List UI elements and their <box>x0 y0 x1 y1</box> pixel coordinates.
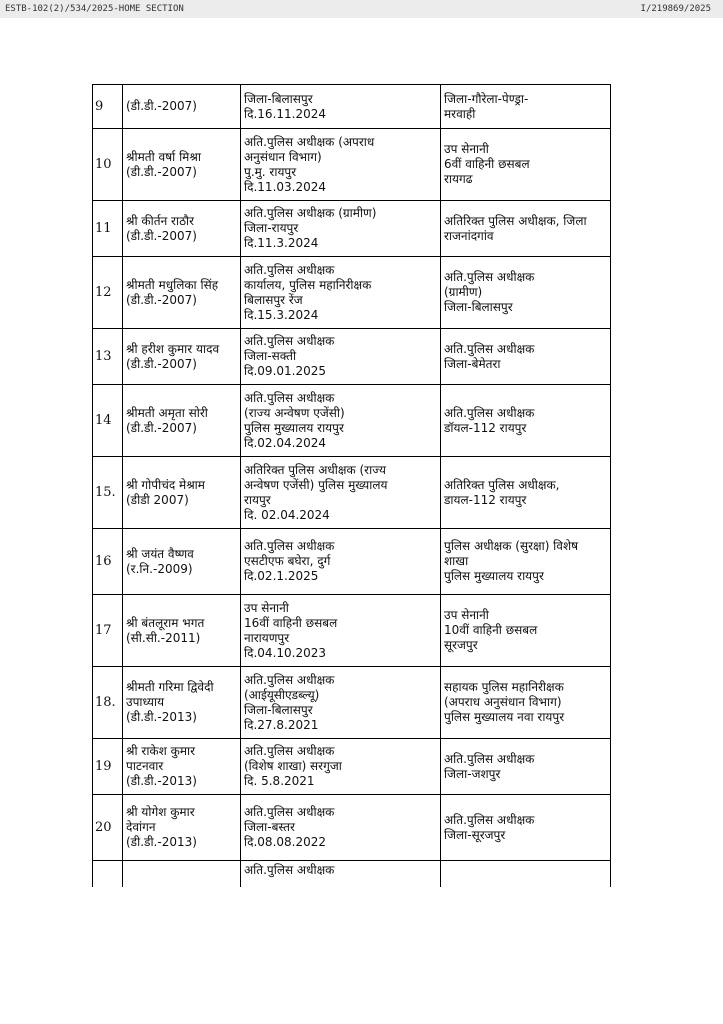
table-row <box>93 795 611 861</box>
serial-number-cell: 15. <box>93 457 123 529</box>
table-row <box>93 739 611 795</box>
officer-name-cell <box>123 795 241 861</box>
cell-line: दि.27.8.2021 <box>244 717 319 732</box>
serial-number-cell: 19 <box>93 739 123 795</box>
cell-line: (सी.सी.-2011) <box>126 630 201 645</box>
cell-line: जिला-बिलासपुर <box>244 702 313 717</box>
cell-line: दि.16.11.2024 <box>244 106 327 121</box>
cell-line: श्रीमती मधुलिका सिंह <box>126 277 219 292</box>
cell-line: श्री गोपीचंद मेश्राम <box>126 477 205 492</box>
officer-name-cell <box>123 257 241 329</box>
cell-line: (डी.डी.-2007) <box>126 420 197 435</box>
cell-line: राजनांदगांव <box>444 228 494 243</box>
cell-line: पुलिस मुख्यालय रायपुर <box>444 569 544 583</box>
cell-line: (र.नि.-2009) <box>126 561 193 576</box>
cell-line: मरवाही <box>444 106 476 121</box>
officer-name-cell <box>123 529 241 595</box>
cell-line: (डीडी 2007) <box>126 492 189 507</box>
cell-line: अति.पुलिस अधीक्षक (अपराध <box>244 134 375 149</box>
cell-line: (डी.डी.-2007) <box>126 228 197 243</box>
cell-line: श्री बंतलूराम भगत <box>126 615 205 630</box>
new-posting-cell <box>441 201 611 257</box>
cell-line: पु.मु. रायपुर <box>244 164 297 179</box>
cell-line: श्री हरीश कुमार यादव <box>126 341 220 356</box>
table-row <box>93 201 611 257</box>
new-posting-cell <box>441 667 611 739</box>
current-posting-cell <box>241 529 441 595</box>
serial-number-cell: 10 <box>93 129 123 201</box>
table-row <box>93 861 611 887</box>
table-row <box>93 129 611 201</box>
table-row <box>93 329 611 385</box>
cell-line: दि.02.04.2024 <box>244 435 327 450</box>
cell-line: दि. 02.04.2024 <box>244 507 330 522</box>
serial-number-cell: 17 <box>93 595 123 667</box>
serial-number-cell: 13 <box>93 329 123 385</box>
current-posting-cell <box>241 595 441 667</box>
cell-line: पुलिस मुख्यालय रायपुर <box>244 420 344 435</box>
cell-line: श्रीमती गरिमा द्विवेदी <box>126 680 214 694</box>
cell-line: (डी.डी.-2007) <box>126 99 197 113</box>
cell-line: (डी.डी.-2013) <box>126 774 197 788</box>
cell-line: रायगढ <box>444 172 473 186</box>
cell-line: अति.पुलिस अधीक्षक <box>244 744 335 758</box>
cell-line: अति.पुलिस अधीक्षक <box>244 334 335 348</box>
cell-line: दि.11.03.2024 <box>244 179 327 194</box>
current-posting-cell <box>241 85 441 129</box>
cell-line: अति.पुलिस अधीक्षक <box>244 262 335 277</box>
cell-line: रायपुर <box>244 492 271 507</box>
cell-line: अनुसंधान विभाग) <box>244 149 322 164</box>
cell-line: दि.09.01.2025 <box>244 364 327 378</box>
current-posting-cell <box>241 739 441 795</box>
cell-line: अति.पुलिस अधीक्षक <box>444 405 535 420</box>
serial-number-cell: 12 <box>93 257 123 329</box>
cell-line: नारायणपुर <box>244 630 290 645</box>
serial-number-cell: 18. <box>93 667 123 739</box>
new-posting-cell <box>441 529 611 595</box>
cell-line: उप सेनानी <box>444 608 489 622</box>
table-row <box>93 529 611 595</box>
cell-line: दि.04.10.2023 <box>244 645 327 660</box>
cell-line: दि. 5.8.2021 <box>244 774 315 788</box>
cell-line: श्री योगेश कुमार <box>126 805 195 819</box>
cell-line: सहायक पुलिस महानिरीक्षक <box>444 680 564 694</box>
current-posting-cell <box>241 457 441 529</box>
cell-line: कार्यालय, पुलिस महानिरीक्षक <box>244 277 372 292</box>
cell-line: जिला-बिलासपुर <box>444 300 513 314</box>
cell-line: अतिरिक्त पुलिस अधीक्षक (राज्य <box>244 462 387 477</box>
cell-line: अति.पुलिस अधीक्षक <box>244 539 335 553</box>
officer-name-cell <box>123 129 241 201</box>
officer-name-cell <box>123 385 241 457</box>
cell-line: अति.पुलिस अधीक्षक <box>444 270 535 284</box>
current-posting-cell <box>241 329 441 385</box>
cell-line: श्री जयंत वैष्णव <box>126 546 194 561</box>
cell-line: जिला-बेमेतरा <box>444 356 501 371</box>
officer-name-cell <box>123 85 241 129</box>
cell-line: पाटनवार <box>126 759 164 773</box>
cell-line: शाखा <box>444 554 469 568</box>
new-posting-cell <box>441 257 611 329</box>
serial-number-cell: 9 <box>93 85 123 129</box>
document-header-bar <box>0 0 723 18</box>
cell-line: जिला-रायपुर <box>244 221 299 235</box>
cell-line: 10वीं वाहिनी छसबल <box>444 623 538 637</box>
cell-line: दि.15.3.2024 <box>244 307 319 322</box>
cell-line: अति.पुलिस अधीक्षक <box>244 672 335 687</box>
officer-name-cell <box>123 201 241 257</box>
cell-line: बिलासपुर रेंज <box>244 292 303 307</box>
cell-line: (अपराध अनुसंधान विभाग) <box>444 695 562 709</box>
cell-line: जिला-जशपुर <box>444 766 501 781</box>
table-row <box>93 595 611 667</box>
cell-line: (डी.डी.-2007) <box>126 292 197 307</box>
cell-line: श्रीमती अमृता सोरी <box>126 405 208 420</box>
cell-line: श्रीमती वर्षा मिश्रा <box>126 149 201 164</box>
cell-line: 16वीं वाहिनी छसबल <box>244 615 338 630</box>
cell-line: जिला-गौरेला-पेण्ड्रा- <box>444 91 529 106</box>
cell-line: डायल-112 रायपुर <box>444 492 527 507</box>
new-posting-cell <box>441 385 611 457</box>
cell-line: अति.पुलिस अधीक्षक <box>244 390 335 405</box>
officer-name-cell <box>123 739 241 795</box>
cell-line: दि.11.3.2024 <box>244 236 319 250</box>
serial-number-cell: 11 <box>93 201 123 257</box>
cell-line: (ग्रामीण) <box>444 285 483 299</box>
cell-line: दि.02.1.2025 <box>244 569 319 583</box>
new-posting-cell <box>441 329 611 385</box>
serial-number-cell: 14 <box>93 385 123 457</box>
cell-line: अति.पुलिस अधीक्षक <box>444 751 535 766</box>
cell-line: जिला-बस्तर <box>244 820 295 834</box>
cell-line: जिला-सूरजपुर <box>444 827 506 842</box>
cell-line: सूरजपुर <box>444 638 478 652</box>
cell-line: दि.08.08.2022 <box>244 835 327 849</box>
cell-line: डॉयल-112 रायपुर <box>444 420 527 435</box>
file-reference: ESTB-102(2)/534/2025-HOME SECTION <box>5 4 184 14</box>
cell-line: (डी.डी.-2013) <box>126 710 197 724</box>
current-posting-cell <box>241 861 441 887</box>
new-posting-cell <box>441 85 611 129</box>
cell-line: एसटीएफ बघेरा, दुर्ग <box>244 554 331 568</box>
cell-line: उप सेनानी <box>444 142 489 156</box>
cell-line: पुलिस अधीक्षक (सुरक्षा) विशेष <box>444 539 579 553</box>
current-posting-cell <box>241 385 441 457</box>
document-id: I/219869/2025 <box>640 4 711 14</box>
cell-line: अतिरिक्त पुलिस अधीक्षक, जिला <box>444 213 587 228</box>
transfer-orders-table <box>92 84 611 887</box>
current-posting-cell <box>241 795 441 861</box>
table-row <box>93 667 611 739</box>
cell-line: अति.पुलिस अधीक्षक <box>244 863 335 877</box>
table-row <box>93 457 611 529</box>
cell-line: उपाध्याय <box>126 695 165 709</box>
new-posting-cell <box>441 595 611 667</box>
officer-name-cell <box>123 861 241 887</box>
table-body <box>93 85 611 887</box>
cell-line: (डी.डी.-2007) <box>126 356 197 371</box>
cell-line: अन्वेषण एजेंसी) पुलिस मुख्यालय <box>244 477 388 492</box>
table-row <box>93 385 611 457</box>
cell-line: (डी.डी.-2007) <box>126 164 197 179</box>
cell-line: अति.पुलिस अधीक्षक (ग्रामीण) <box>244 206 377 220</box>
serial-number-cell <box>93 861 123 887</box>
current-posting-cell <box>241 257 441 329</box>
officer-name-cell <box>123 329 241 385</box>
new-posting-cell <box>441 795 611 861</box>
officer-name-cell <box>123 667 241 739</box>
cell-line: (डी.डी.-2013) <box>126 835 197 849</box>
table-row <box>93 257 611 329</box>
current-posting-cell <box>241 129 441 201</box>
cell-line: (राज्य अन्वेषण एजेंसी) <box>244 405 345 420</box>
cell-line: श्री राकेश कुमार <box>126 744 196 758</box>
cell-line: जिला-सक्ती <box>244 349 297 363</box>
cell-line: पुलिस मुख्यालय नवा रायपुर <box>444 710 565 724</box>
cell-line: अति.पुलिस अधीक्षक <box>444 341 535 356</box>
cell-line: (विशेष शाखा) सरगुजा <box>244 759 342 773</box>
cell-line: श्री कीर्तन राठौर <box>126 213 195 228</box>
new-posting-cell <box>441 457 611 529</box>
new-posting-cell <box>441 129 611 201</box>
cell-line: (आईयूसीएडब्ल्यू) <box>244 687 320 702</box>
current-posting-cell <box>241 667 441 739</box>
serial-number-cell: 20 <box>93 795 123 861</box>
table-row <box>93 85 611 129</box>
current-posting-cell <box>241 201 441 257</box>
officer-name-cell <box>123 457 241 529</box>
cell-line: अतिरिक्त पुलिस अधीक्षक, <box>444 477 560 492</box>
serial-number-cell: 16 <box>93 529 123 595</box>
cell-line: जिला-बिलासपुर <box>244 91 313 106</box>
cell-line: 6वीं वाहिनी छसबल <box>444 157 530 171</box>
officer-name-cell <box>123 595 241 667</box>
cell-line: देवांगन <box>126 820 156 834</box>
cell-line: अति.पुलिस अधीक्षक <box>444 812 535 827</box>
new-posting-cell <box>441 861 611 887</box>
cell-line: उप सेनानी <box>244 600 289 615</box>
new-posting-cell <box>441 739 611 795</box>
cell-line: अति.पुलिस अधीक्षक <box>244 805 335 819</box>
